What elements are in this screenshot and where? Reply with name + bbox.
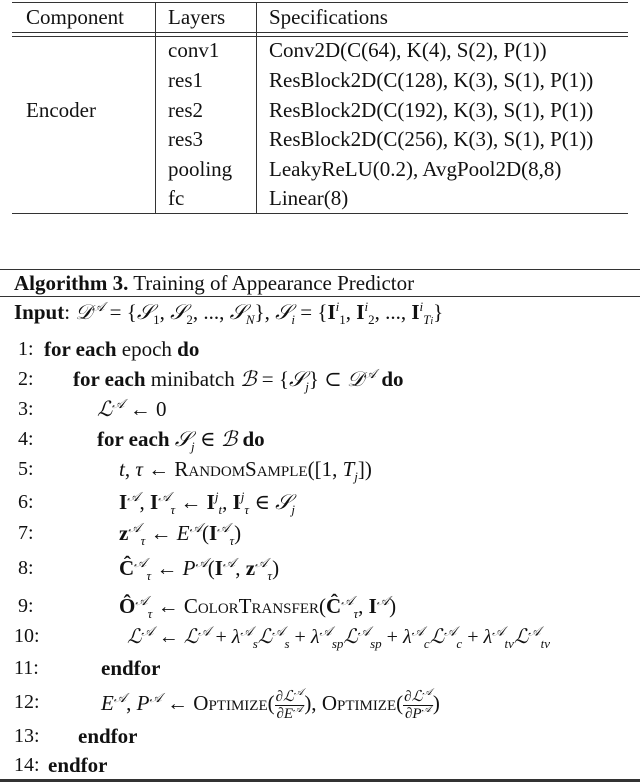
line-number: 2:: [18, 368, 34, 390]
line-number: 9:: [18, 595, 34, 617]
optimize-fn: Optimize: [321, 690, 397, 715]
layer-name: pooling: [168, 157, 233, 181]
line-number: 5:: [18, 458, 34, 480]
keyword-do: do: [381, 367, 404, 391]
epoch-text: epoch: [121, 337, 172, 361]
algorithm-line-12: $E^𝒜$, $P^𝒜$ ← Optimize( $\frac{\partial ℒ^𝒜}{\partial E^𝒜}$ ), Optimize( $\frac{\partial ℒ^𝒜}{\partial P^𝒜}$ ): [101, 687, 440, 722]
keyword-do: do: [242, 427, 265, 451]
layer-spec: LeakyReLU(0.2), AvgPool2D(8,8): [269, 157, 562, 181]
line-number: 8:: [18, 557, 34, 579]
layer-spec: ResBlock2D(C(128), K(3), S(1), P(1)): [269, 68, 594, 92]
table-top-rule: [12, 2, 628, 3]
algorithm-line-8: $Ĉ^𝒜_\tau$ ← $P^𝒜(I^𝒜$, $z^𝒜_\tau$): [119, 556, 280, 584]
algorithm-top-rule: [0, 269, 640, 270]
line-number: 11:: [14, 657, 39, 679]
algorithm-line-14: [48, 753, 108, 777]
algorithm-line-5: t, τ ← RandomSample([1, $T_j$]): [119, 457, 372, 485]
algorithm-line-4: for each 𝒮$_j$ ∈ ℬ do: [97, 427, 265, 455]
algorithm-line-10: ℒ$^𝒜$ ← ℒ$^𝒜$ + $\lambda^𝒜_sℒ^𝒜_s$ + $\lambda^𝒜_{sp}ℒ^𝒜_{sp}$ + $\lambda^𝒜_cℒ^𝒜_c$ + $\lambda^𝒜_{tv}ℒ^𝒜_{tv}$: [127, 624, 550, 651]
algorithm-line-9: $Ô^𝒜_\tau$ ← $ColorTransfer(Ĉ^𝒜_\tau$, $I^𝒜$): [119, 594, 397, 622]
layer-name: conv1: [168, 38, 220, 62]
keyword-endfor: endfor: [101, 656, 161, 680]
layer-spec: ResBlock2D(C(256), K(3), S(1), P(1)): [269, 127, 594, 151]
algorithm-number: Algorithm 3.: [14, 271, 129, 295]
algorithm-line-2: for each minibatch ℬ = {𝒮$_j$} ⊂ 𝒟$^𝒜$ do: [73, 367, 404, 395]
table-header-rule-2: [12, 36, 628, 37]
algorithm-line-7: $z^𝒜_\tau$ ← $E^𝒜(I^𝒜_\tau)$: [119, 521, 242, 549]
layer-name: res2: [168, 98, 203, 122]
algorithm-caption: [14, 271, 414, 295]
layer-spec: Linear(8): [269, 186, 349, 210]
table-bottom-rule: [12, 213, 628, 214]
optimize-fn: Optimize: [193, 690, 268, 715]
table-col-separator-2: [256, 2, 257, 213]
layer-name: res3: [168, 127, 203, 151]
line-number: 7:: [18, 522, 34, 544]
line-number: 3:: [18, 398, 34, 420]
algorithm-line-1: [44, 337, 199, 361]
algorithm-input: Input: 𝒟$^𝒜$ = {𝒮$_1$, 𝒮$_2$, ..., 𝒮$_N$}, 𝒮$_i$ = {$I^i_1$, $I^i_2$, ..., $I^i_{Ti}$}: [14, 299, 444, 328]
fraction-dL-dE: $\frac{\partial ℒ^𝒜}{\partial E^𝒜}$: [275, 687, 304, 722]
line-number: 4:: [18, 428, 34, 450]
algorithm-title: Training of Appearance Predictor: [128, 271, 415, 295]
algorithm-line-13: [78, 724, 138, 748]
keyword-for-each: for each: [97, 427, 170, 451]
algorithm-line-6: $I^𝒜$, $I^𝒜_\tau$ ← $I^j_t$, $I^j_\tau$ ∈ 𝒮$_j$: [119, 489, 295, 518]
line-number: 14:: [14, 754, 40, 776]
component-encoder: Encoder: [26, 98, 96, 122]
fraction-dL-dP: $\frac{\partial ℒ^𝒜}{\partial P^𝒜}$: [404, 687, 432, 722]
input-label: Input: [14, 300, 65, 324]
algorithm-line-11: [101, 656, 161, 680]
line-number: 13:: [14, 725, 40, 747]
layer-name: res1: [168, 68, 203, 92]
line-number: 10:: [14, 625, 40, 647]
layer-spec: Conv2D(C(64), K(4), S(2), P(1)): [269, 38, 547, 62]
line-number: 12:: [14, 691, 40, 713]
layer-name: fc: [168, 186, 185, 210]
line-number: 6:: [18, 491, 34, 513]
algorithm-line-3: ℒ$^𝒜$ ← 0: [97, 397, 167, 421]
color-transfer-fn: ColorTransfer: [183, 594, 320, 618]
table-col-separator-1: [155, 2, 156, 213]
header-specifications: Specifications: [269, 5, 388, 29]
table-header-rule-1: [12, 32, 628, 33]
random-sample-fn: RandomSample: [174, 457, 308, 481]
keyword-for-each: for each: [73, 367, 146, 391]
header-layers: Layers: [168, 5, 226, 29]
layer-spec: ResBlock2D(C(192), K(3), S(1), P(1)): [269, 98, 594, 122]
keyword-do: do: [177, 337, 200, 361]
line-number: 1:: [18, 338, 34, 360]
header-component: Component: [26, 5, 124, 29]
minibatch-text: minibatch: [150, 367, 235, 391]
keyword-endfor: endfor: [48, 753, 108, 777]
keyword-for-each: for each: [44, 337, 117, 361]
keyword-endfor: endfor: [78, 724, 138, 748]
algorithm-caption-rule: [0, 296, 640, 297]
